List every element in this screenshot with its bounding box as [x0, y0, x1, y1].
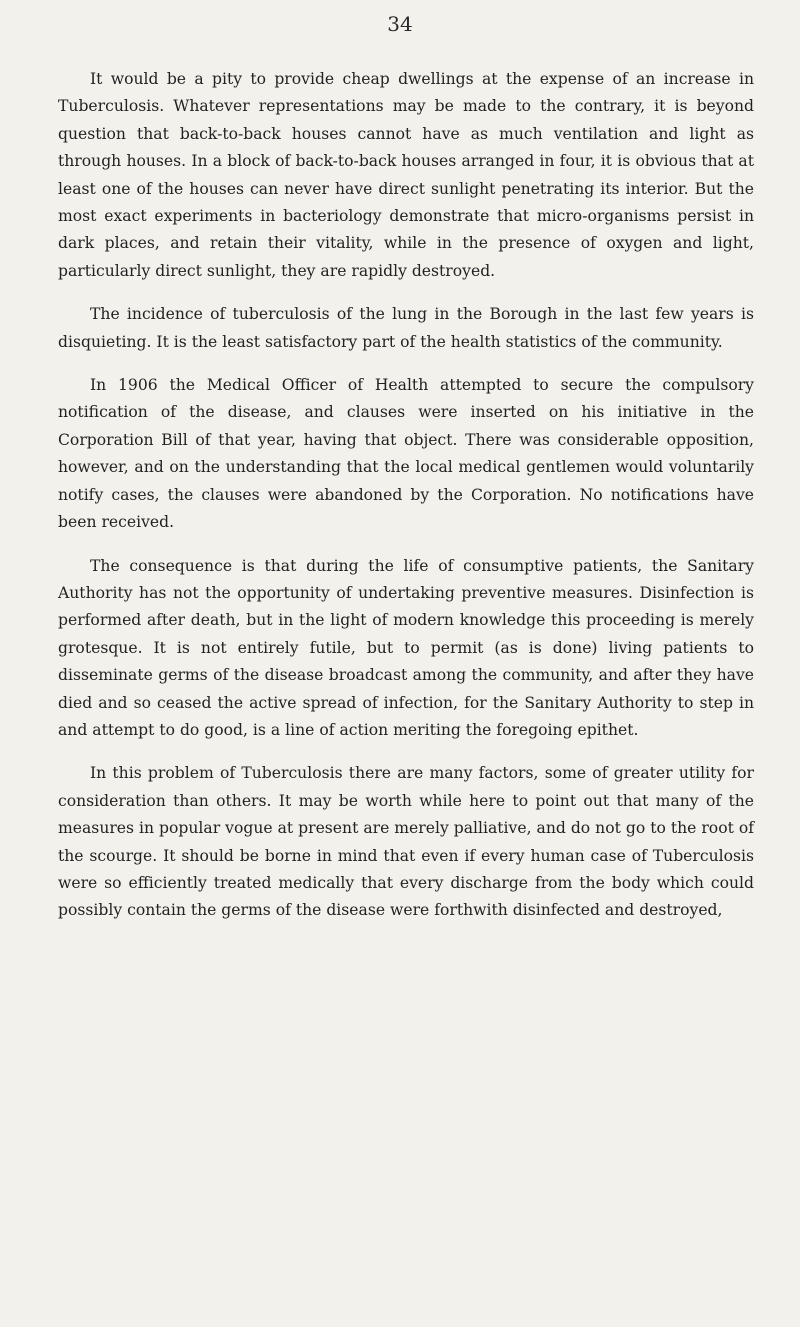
paragraph-consequence-disinfection: The consequence is that during the life of consumptive patients, the Sanitary Authority has not the opportunity of undertaking preventive measures. Disinfection is performed after death, but in the light of modern knowledge this proceeding is merely grotesque. It is not entirely futile, but to permit (as is done) living patients to disseminate germs of the disease broadcast among the community, and after they have died and so ceased the active spread of infection, for the Sanitary Authority to step in and attempt to do good, is a line of action meriting the foregoing epithet.	[58, 556, 754, 739]
paragraph-problem-factors: In this problem of Tuberculosis there are many factors, some of greater utility for consideration than others. It may be worth while here to point out that many of the measures in popular vogue at present are merely palliative, and do not go to the root of the scourge. It should be borne in mind that even if every human case of Tuberculosis were so efficiently treated medically that every discharge from the body which could possibly contain the germs of the disease were forthwith disinfected and destroyed,	[58, 764, 754, 920]
body-text	[58, 66, 754, 941]
paragraph-notification-1906: In 1906 the Medical Officer of Health attempted to secure the compulsory notification of the disease, and clauses were inserted on his initiative in the Corporation Bill of that year, having that object. There was considerable opposition, however, and on the understanding that the local medical gentlemen would voluntarily notify cases, the clauses were abandoned by the Corporation. No notifications have been received.	[58, 376, 754, 532]
page-number: 34	[387, 12, 413, 36]
paragraph-tuberculosis-incidence: The incidence of tuberculosis of the lung in the Borough in the last few years is disquieting. It is the least satisfactory part of the health statistics of the community.	[58, 305, 754, 351]
paragraph-back-to-back-houses: It would be a pity to provide cheap dwellings at the expense of an increase in Tuberculosis. Whatever representations may be made to the contrary, it is beyond question that back-to-back houses cannot have as much ventilation and light as through houses. In a block of back-to-back houses arranged in four, it is obvious that at least one of the houses can never have direct sunlight penetrating its interior. But the most exact experiments in bacteriology demonstrate that micro-organisms persist in dark places, and retain their vitality, while in the presence of oxygen and light, particularly direct sunlight, they are rapidly destroyed.	[58, 70, 754, 280]
